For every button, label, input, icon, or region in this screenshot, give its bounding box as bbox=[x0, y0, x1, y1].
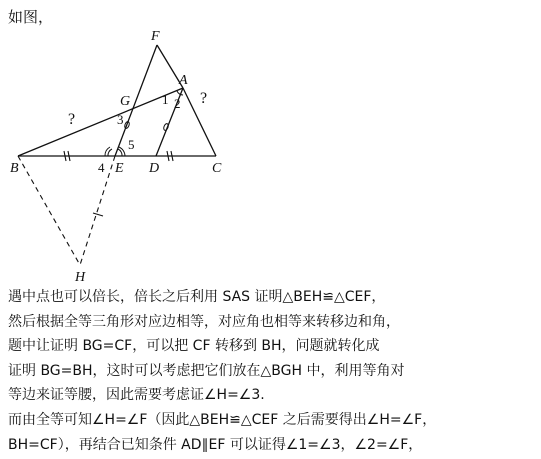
angle-label-2: 2 bbox=[174, 96, 181, 111]
paragraph-line: 而由全等可知∠H=∠F（因此△BEH≌△CEF 之后需要得出∠H=∠F， bbox=[8, 411, 437, 428]
label-B: B bbox=[10, 161, 19, 176]
intro-text: 如图， bbox=[8, 8, 54, 26]
paragraph-line: 等边来证等腰，因此需要考虑证∠H=∠3. bbox=[8, 387, 265, 404]
explanation-paragraph bbox=[8, 285, 536, 457]
paragraph-line: 遇中点也可以倍长，倍长之后利用 SAS 证明△BEH≌△CEF， bbox=[8, 289, 386, 305]
angle-label-5: 5 bbox=[128, 137, 135, 152]
angle-label-4: 4 bbox=[98, 160, 105, 175]
segment-BH-dashed bbox=[18, 156, 80, 265]
label-E: E bbox=[115, 161, 124, 176]
label-A: A bbox=[179, 73, 188, 88]
question-mark-left: ? bbox=[68, 111, 76, 128]
paragraph-line: 然后根据全等三角形对应边相等，对应角也相等来转移边和角， bbox=[8, 313, 400, 330]
label-G: G bbox=[120, 94, 131, 109]
label-D: D bbox=[149, 161, 160, 176]
tick-EH bbox=[93, 213, 103, 216]
paragraph-line: 证明 BG=BH，这时可以考虑把它们放在△BGH 中，利用等角对 bbox=[8, 362, 405, 379]
question-mark-right: ? bbox=[200, 90, 208, 107]
paragraph-line: 题中让证明 BG=CF，可以把 CF 转移到 BH，问题就转化成 bbox=[8, 338, 380, 355]
arc-angle-5 bbox=[118, 149, 122, 156]
arc-angle-4 bbox=[108, 149, 112, 156]
angle-label-1: 1 bbox=[162, 92, 169, 107]
paragraph-line: BH=CF），再结合已知条件 AD∥EF 可以证得∠1=∠3，∠2=∠F， bbox=[8, 436, 423, 453]
angle-label-3: 3 bbox=[117, 112, 124, 127]
segment-BA bbox=[18, 88, 183, 156]
label-C: C bbox=[212, 161, 222, 176]
label-H: H bbox=[75, 270, 86, 285]
label-F: F bbox=[151, 29, 160, 44]
mark-AD bbox=[163, 123, 169, 131]
